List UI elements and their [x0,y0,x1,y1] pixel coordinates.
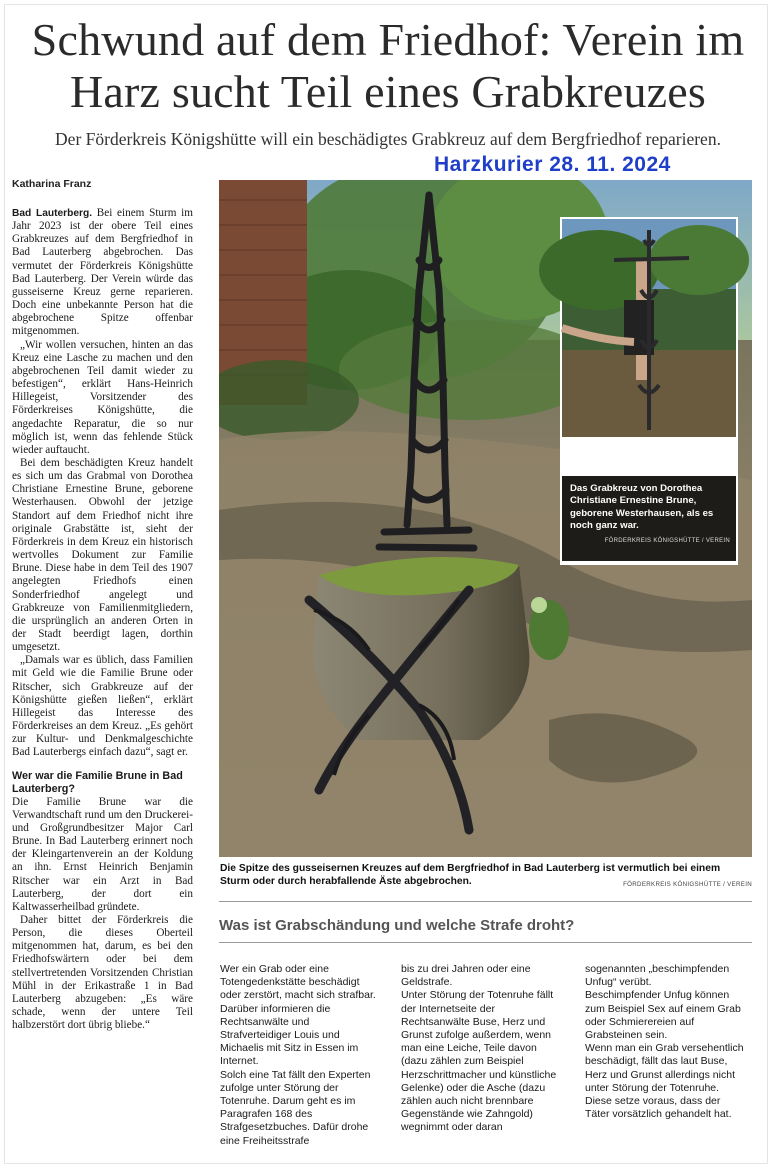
article-subheading: Wer war die Familie Brune in Bad Lauterberg? [12,769,183,795]
article-paragraph: Daher bittet der Förderkreis die Person, die dieses Oberteil mitgenommen hat, darum, es bei den Friedhofswärtern oder bei dem stellvertretenden Vorsitzenden Christian Mühl in der Erikastraße 1 in Bad Lauterberg abzugeben: „Es wäre schade, wenn der untere Teil halbzerstört dort übrig bliebe.“ [12,913,193,1032]
subtitle: Der Förderkreis Königshütte will ein beschädigtes Grabkreuz auf dem Bergfriedhof reparieren. [55,129,721,149]
article-paragraph: Bad Lauterberg. Bei einem Sturm im Jahr 2023 ist der obere Teil eines Grabkreuzes auf dem Bergfriedhof in Bad Lauterberg abgebrochen. Das vermutet der Förderkreis Königshütte Bad Lauterberg. Der Verein würde das gusseiserne Kreuz gerne reparieren. Doch eine unbekannte Person hat die abgebrochene Spitze offenbar mitgenommen. [12,207,193,338]
article-body [12,207,193,1032]
headline-line-2: Harz sucht Teil eines Grabkreuzes [69,66,707,117]
headline [0,14,776,118]
infobox-title: Was ist Grabschändung und welche Strafe droht? [219,917,575,934]
divider [219,901,752,902]
source-stamp: Harzkurier 28. 11. 2024 [434,153,671,176]
article-paragraph: „Wir wollen versuchen, hinten an das Kreuz eine Lasche zu machen und den abgebrochenen Teil damit wieder zu befestigen“, erklärt Hans-Heinrich Hillegeist, Vorsitzender des Förderkreises Königshütte, die angedachte Reparatur, die so nur möglich ist, wenn das fehlende Stück wieder auftaucht. [12,338,193,456]
inset-credit: FÖRDERKREIS KÖNIGSHÜTTE / VEREIN [604,537,730,544]
inset-caption: Das Grabkreuz von Dorothea Christiane Ernestine Brune, geborene Westerhausen, als es noch ganz war. [570,483,714,532]
placeline: Bad Lauterberg. [12,208,93,219]
article-paragraph: Bei dem beschädigten Kreuz handelt es sich um das Grabmal von Dorothea Christiane Ernestine Brune, geborene Westerhausen. Obwohl der jetzige Standort auf dem Friedhof nicht ihre originale Grabstätte ist, sieht der Förderkreis in dem Kreuz ein historisch wertvolles Dokument zur Familie Brune. Diese habe in dem Teil des 1907 angelegten Friedhofs einen Sonderfriedhof angelegt und Grabkreuze von Familienmitgliedern, die ursprünglich an anderen Orten in der Stadt beerdigt lagen, dorthin umgesetzt. [12,456,193,654]
inset-caption-holder [560,476,738,565]
article-paragraph: Die Familie Brune war die Verwandtschaft rund um den Druckerei- und Großgrundbesitzer Major Carl Brune. In Bad Lauterberg erinnert noch der Kleingartenverein an der Koldung an ihn. Ernst Heinrich Benjamin Ritscher war ein Arzt in Bad Lauterberg, der dort ein Kaltwasserheilbad gründete. [12,795,193,913]
photo-credit: FÖRDERKREIS KÖNIGSHÜTTE / VEREIN [623,881,752,888]
article-paragraph: „Damals war es üblich, dass Familien mit Geld wie die Familie Brune oder Ritscher, sich Grabkreuze auf der Königshütte gießen ließen“, erklärt Hillegeist das Interesse des Förderkreises an dem Kreuz. „Es gehört zur Kultur- und Denkmalgeschichte Bad Lauterbergs einfach dazu“, sagt er. [12,654,193,759]
headline-line-1: Schwund auf dem Friedhof: Verein im [31,14,745,65]
main-photo [219,180,752,857]
divider [219,942,752,943]
infobox-column-3: sogenannten „beschimpfenden Unfug“ verübt. Beschimpfender Unfug können zum Beispiel Sex auf einem Grab oder Schmierereien auf Grabsteinen sein. Wenn man ein Grab versehentlich beschädigt, fällt das laut Buse, Herz und Grunst allerdings nicht unter Störung der Totenruhe. Diese setze voraus, dass der Täter vorsätzlich gehandelt hat. [585,963,744,1121]
inset-caption-box [562,476,736,561]
photo-caption: Die Spitze des gusseisernen Kreuzes auf dem Bergfriedhof in Bad Lauterberg ist vermutlich bei einem Sturm oder durch herabfallende Äste abgebrochen. [220,863,721,887]
author-byline: Katharina Franz [12,178,92,190]
infobox-column-2: bis zu drei Jahren oder eine Geldstrafe. Unter Störung der Totenruhe fällt der Internetseite der Rechtsanwälte Buse, Herz und Grunst zufolge außerdem, wenn man eine Leiche, Teile davon (dazu zählen zum Beispiel Herzschrittmacher und künstliche Gelenke) oder die Asche (dazu zählen auch nicht brennbare Gegenstände wie Zahngold) wegnimmt oder daran [401,963,557,1134]
infobox-column-1: Wer ein Grab oder eine Totengedenkstätte beschädigt oder zerstört, macht sich strafbar. Darüber informieren die Rechtsanwälte und Strafverteidiger Louis und Michaelis mit Sitz in Essen im Internet. Solch eine Tat fällt den Experten zufolge unter Störung der Totenruhe. Darum geht es im Paragrafen 168 des Strafgesetzbuches. Dafür drohe eine Freiheitsstrafe [220,963,376,1147]
